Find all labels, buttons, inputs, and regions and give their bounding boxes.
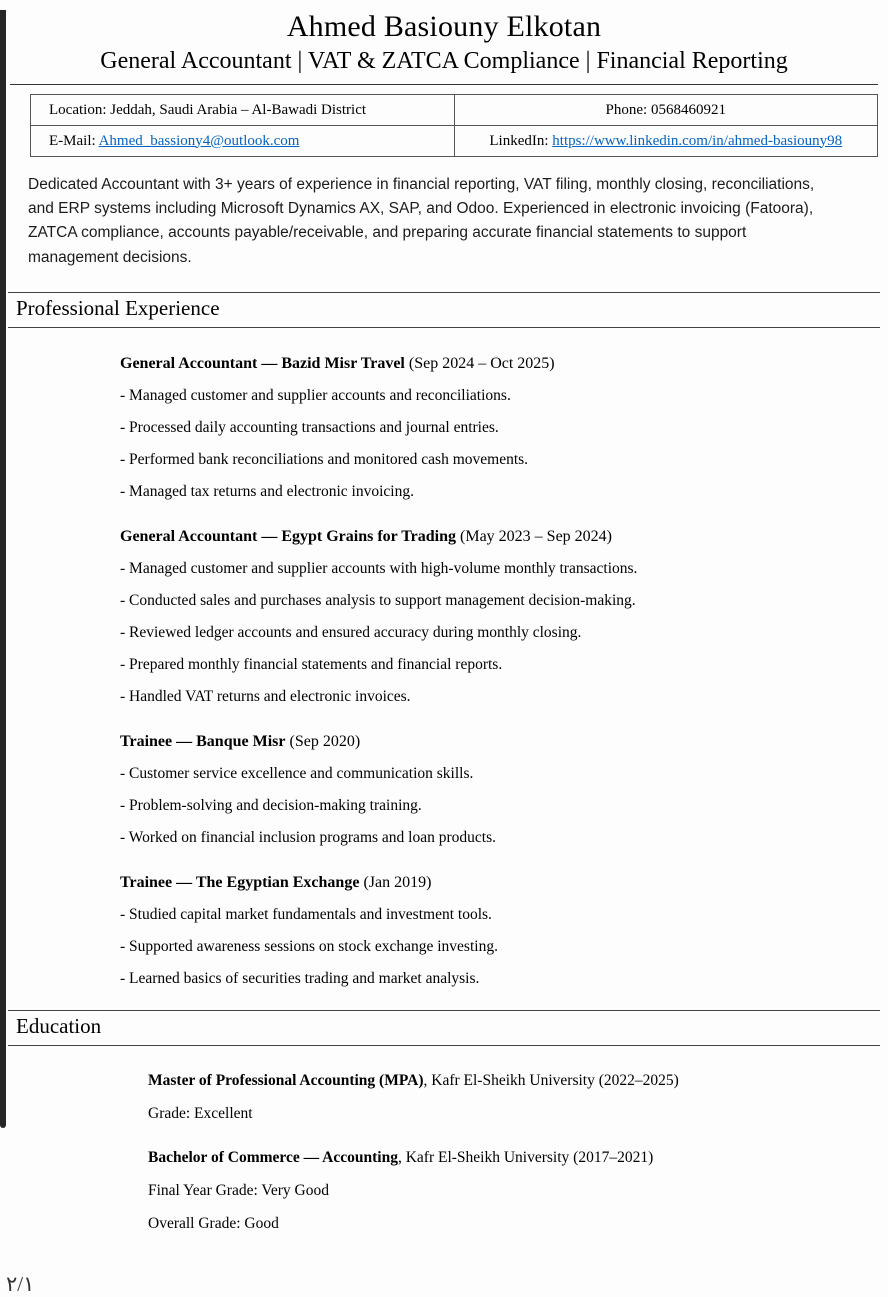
linkedin-link[interactable]: https://www.linkedin.com/in/ahmed-basiouny98 bbox=[552, 132, 843, 149]
contact-location: Location: Jeddah, Saudi Arabia – Al-Bawadi District bbox=[31, 95, 455, 126]
job-bullet: - Supported awareness sessions on stock exchange investing. bbox=[120, 937, 498, 955]
education-degree bbox=[148, 1149, 848, 1167]
job-bullet: - Worked on financial inclusion programs and loan products. bbox=[120, 828, 496, 846]
job-bullet: - Reviewed ledger accounts and ensured accuracy during monthly closing. bbox=[120, 623, 582, 641]
job-name: General Accountant — Bazid Misr Travel bbox=[120, 354, 405, 372]
summary-paragraph: Dedicated Accountant with 3+ years of experience in financial reporting, VAT filing, monthly closing, reconciliations, and ERP systems including Microsoft Dynamics AX, SAP, and Odoo. Experienced in electronic invoicing (Fatoora), ZATCA compliance, accounts payable/receivable, and preparing accurate financial statements to support management decisions. bbox=[28, 176, 815, 266]
education-detail: Overall Grade: Good bbox=[148, 1214, 279, 1232]
experience-list bbox=[0, 355, 888, 988]
contact-email-cell bbox=[31, 126, 455, 157]
education-list bbox=[0, 1072, 888, 1233]
job-dates: (May 2023 – Sep 2024) bbox=[456, 527, 612, 545]
job-bullet: - Managed customer and supplier accounts with high-volume monthly transactions. bbox=[120, 559, 638, 577]
left-scrollbar[interactable] bbox=[0, 10, 6, 1128]
resume-page bbox=[0, 10, 888, 1296]
contact-linkedin-cell bbox=[454, 126, 878, 157]
job-title bbox=[120, 874, 848, 892]
page-title: Ahmed Basiouny Elkotan bbox=[286, 10, 602, 43]
job-bullet: - Prepared monthly financial statements and financial reports. bbox=[120, 655, 503, 673]
job-bullet: - Studied capital market fundamentals and investment tools. bbox=[120, 905, 492, 923]
job-bullet: - Processed daily accounting transactions and journal entries. bbox=[120, 418, 499, 436]
job-name: Trainee — Banque Misr bbox=[120, 732, 286, 750]
section-heading-experience: Professional Experience bbox=[8, 292, 880, 328]
degree-institution: , Kafr El-Sheikh University (2017–2021) bbox=[397, 1148, 654, 1166]
contact-row-2 bbox=[31, 126, 878, 157]
job-bullet: - Performed bank reconciliations and monitored cash movements. bbox=[120, 450, 529, 468]
job-bullet: - Handled VAT returns and electronic invoices. bbox=[120, 687, 411, 705]
job-dates: (Sep 2020) bbox=[285, 732, 361, 750]
job-bullet: - Conducted sales and purchases analysis to support management decision-making. bbox=[120, 591, 636, 609]
education-detail: Final Year Grade: Very Good bbox=[148, 1181, 329, 1199]
job-title bbox=[120, 733, 848, 751]
header-divider bbox=[10, 84, 878, 85]
education-degree bbox=[148, 1072, 848, 1090]
job-title bbox=[120, 355, 848, 373]
job-name: General Accountant — Egypt Grains for Trading bbox=[120, 527, 457, 545]
subtitle: General Accountant | VAT & ZATCA Compliance | Financial Reporting bbox=[100, 48, 788, 74]
linkedin-label: LinkedIn: bbox=[489, 132, 553, 149]
page-number: ۲/۱ bbox=[6, 1272, 35, 1296]
degree-name: Bachelor of Commerce — Accounting bbox=[148, 1148, 398, 1166]
degree-institution: , Kafr El-Sheikh University (2022–2025) bbox=[423, 1071, 679, 1089]
job-dates: (Jan 2019) bbox=[359, 873, 432, 891]
job-name: Trainee — The Egyptian Exchange bbox=[120, 873, 360, 891]
job-bullet: - Problem-solving and decision-making training. bbox=[120, 796, 422, 814]
job-bullet: - Learned basics of securities trading and market analysis. bbox=[120, 969, 480, 987]
email-label: E-Mail: bbox=[49, 132, 99, 149]
contact-table bbox=[30, 94, 878, 157]
job-bullet: - Managed tax returns and electronic invoicing. bbox=[120, 482, 414, 500]
job-bullet: - Customer service excellence and communication skills. bbox=[120, 764, 474, 782]
job-bullet: - Managed customer and supplier accounts and reconciliations. bbox=[120, 386, 511, 404]
contact-phone: Phone: 0568460921 bbox=[454, 95, 878, 126]
job-dates: (Sep 2024 – Oct 2025) bbox=[404, 354, 555, 372]
degree-name: Master of Professional Accounting (MPA) bbox=[148, 1071, 424, 1089]
email-link[interactable]: Ahmed_bassiony4@outlook.com bbox=[98, 132, 300, 149]
contact-row-1 bbox=[31, 95, 878, 126]
education-detail: Grade: Excellent bbox=[148, 1104, 253, 1122]
job-title bbox=[120, 528, 848, 546]
section-heading-education: Education bbox=[8, 1010, 880, 1046]
